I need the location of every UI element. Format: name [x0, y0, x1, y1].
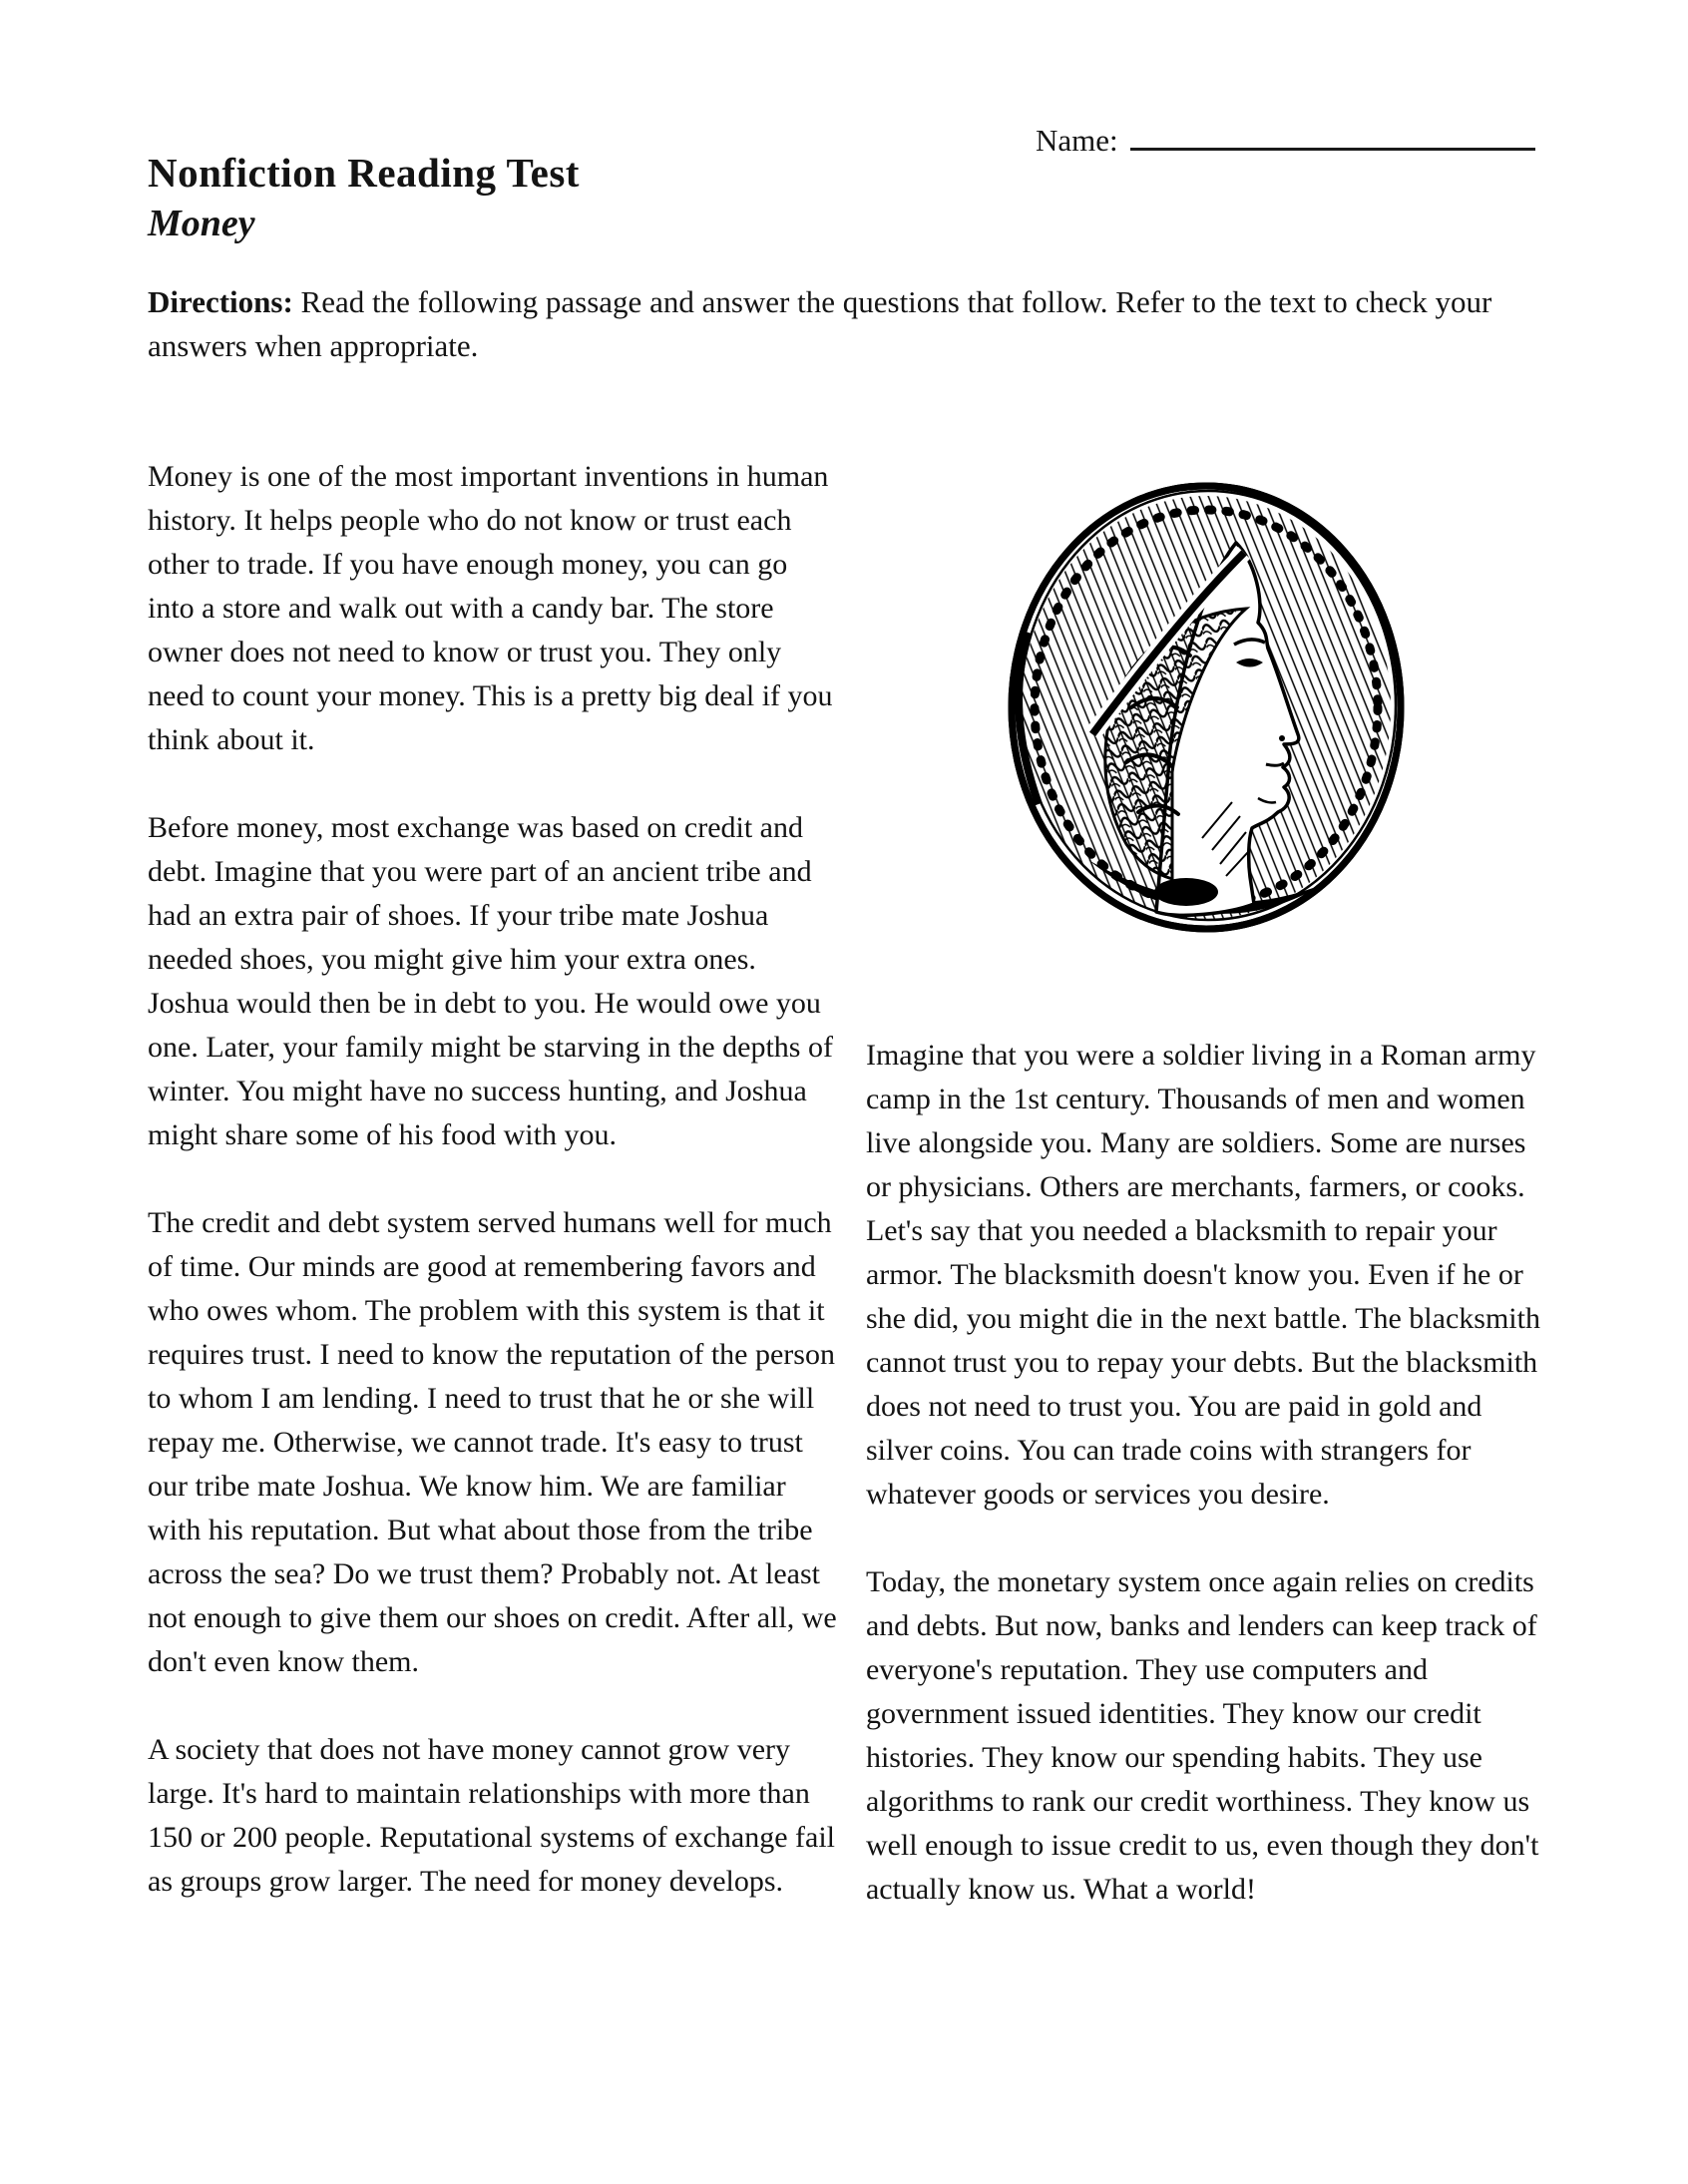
coin-engraving-image: [997, 473, 1416, 942]
name-row: [1036, 116, 1535, 159]
page-title: Nonfiction Reading Test: [148, 150, 580, 196]
name-blank-line: [1130, 116, 1535, 151]
passage-paragraph: Today, the monetary system once again relies on credits and debts. But now, banks and lenders can keep track of everyone's reputation. They use computers and government issued identities. They know our credit histories. They know our spending habits. They use algorithms to rank our credit worthiness. They know us well enough to issue credit to us, even though they don't actually know us. What a world!: [865, 1565, 1539, 1907]
page-subtitle: Money: [148, 203, 255, 245]
directions-label: Directions:: [148, 283, 293, 319]
passage-paragraph: The credit and debt system served humans well for much of time. Our minds are good at remembering favors and who owes whom. The problem with this system is that it requires trust. I need to know the reputation of the person to whom I am lending. I need to trust that he or she will repay me. Otherwise, we cannot trade. It's easy to trust our tribe mate Joshua. We know him. We are familiar with his reputation. But what about those from the tribe across the sea? Do we trust them? Probably not. At least not enough to give them our shoes on credit. After all, we don't even know them.: [148, 1206, 837, 1679]
directions: [148, 280, 1546, 369]
passage-paragraph: Money is one of the most important inventions in human history. It helps people who do not know or trust each other to trade. If you have enough money, you can go into a store and walk out with a candy bar. The store owner does not need to know or trust you. They only need to count your money. This is a pretty big deal if you think about it.: [148, 460, 833, 757]
coin-figure: [997, 473, 1416, 942]
passage-left-column: [148, 455, 840, 1956]
directions-text: Read the following passage and answer the questions that follow. Refer to the text to check your answers when appropriate.: [148, 283, 1492, 364]
passage-columns: [148, 455, 1546, 1956]
passage-paragraph: Imagine that you were a soldier living in a Roman army camp in the 1st century. Thousands of men and women live alongside you. Many are soldiers. Some are nurses or physicians. Others are merchants, farmers, or cooks. Let's say that you needed a blacksmith to repair your armor. The blacksmith doesn't know you. Even if he or she did, you might die in the next battle. The blacksmith cannot trust you to repay your debts. But the blacksmith does not need to trust you. You are paid in gold and silver coins. You can trade coins with strangers for whatever goods or services you desire.: [865, 1039, 1540, 1512]
name-label: Name:: [1036, 123, 1118, 158]
passage-right-column: [866, 455, 1546, 1956]
passage-paragraph: A society that does not have money cannot grow very large. It's hard to maintain relationships with more than 150 or 200 people. Reputational systems of exchange fail as groups grow larger. The need for money develops.: [148, 1733, 835, 1899]
passage-paragraph: Before money, most exchange was based on credit and debt. Imagine that you were part of an ancient tribe and had an extra pair of shoes. If your tribe mate Joshua needed shoes, you might give him your extra ones. Joshua would then be in debt to you. He would owe you one. Later, your family might be starving in the depths of winter. You might have no success hunting, and Joshua might share some of his food with you.: [148, 811, 833, 1152]
